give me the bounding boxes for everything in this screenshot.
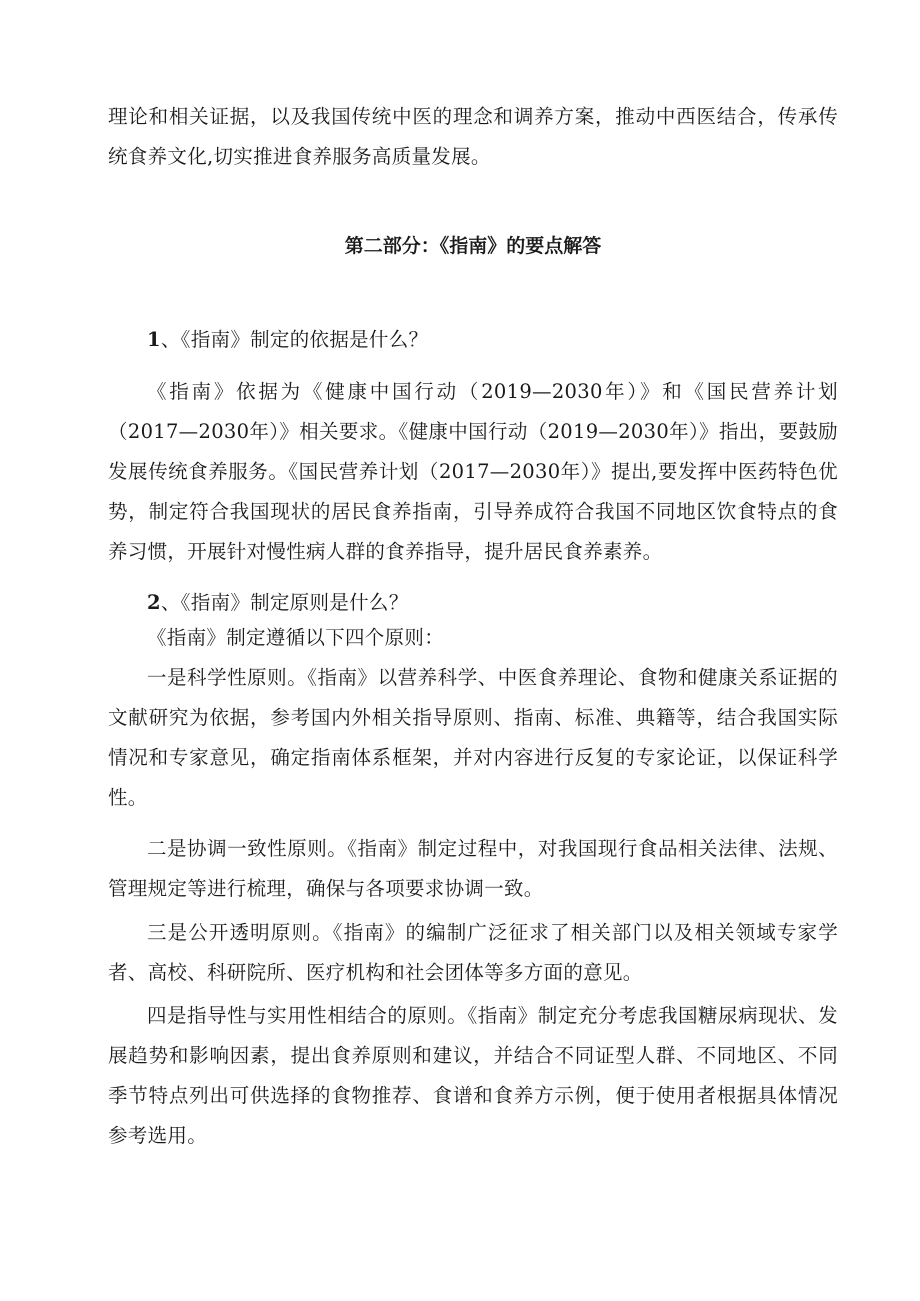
answer-2-lead: 《指南》制定遵循以下四个原则： xyxy=(147,626,445,649)
question-2-text: 、《指南》制定原则是什么？ xyxy=(160,591,409,614)
question-1 xyxy=(147,320,428,360)
intro-paragraph: 理论和相关证据，以及我国传统中医的理念和调养方案，推动中西医结合，传承传统食养文化,切实推进食养服务高质量发展。 xyxy=(108,105,838,168)
question-1-number: 1 xyxy=(147,328,161,351)
question-1-text: 、《指南》制定的依据是什么？ xyxy=(160,328,429,351)
answer-1-paragraph: 《指南》依据为《健康中国行动（2019—2030年）》和《国民营养计划（2017—2030年）》相关要求。《健康中国行动（2019—2030年）》指出，要鼓励发展传统食养服务。《国民营养计划（2017—2030年）》提出,要发挥中医药特色优势，制定符合我国现状的居民食养指南，引导养成符合我国不同地区饮食特点的食养习惯，开展针对慢性病人群的食养指导，提升居民食养素养。 xyxy=(108,380,838,563)
question-2-number: 2 xyxy=(147,591,161,614)
section-heading: 第二部分：《指南》的要点解答 xyxy=(344,235,602,257)
question-2 xyxy=(147,583,409,623)
principle-4-paragraph: 四是指导性与实用性相结合的原则。《指南》制定充分考虑我国糖尿病现状、发展趋势和影响因素，提出食养原则和建议，并结合不同证型人群、不同地区、不同季节特点列出可供选择的食物推荐、食谱和食养方示例，便于使用者根据具体情况参考选用。 xyxy=(108,1004,838,1147)
principle-3-paragraph: 三是公开透明原则。《指南》的编制广泛征求了相关部门以及相关领域专家学者、高校、科研院所、医疗机构和社会团体等多方面的意见。 xyxy=(108,921,838,984)
principle-1-paragraph: 一是科学性原则。《指南》以营养科学、中医食养理论、食物和健康关系证据的文献研究为依据，参考国内外相关指导原则、指南、标准、典籍等，结合我国实际情况和专家意见，确定指南体系框架，并对内容进行反复的专家论证，以保证科学性。 xyxy=(108,666,838,809)
principle-2-paragraph: 二是协调一致性原则。《指南》制定过程中，对我国现行食品相关法律、法规、管理规定等进行梳理，确保与各项要求协调一致。 xyxy=(108,837,838,900)
